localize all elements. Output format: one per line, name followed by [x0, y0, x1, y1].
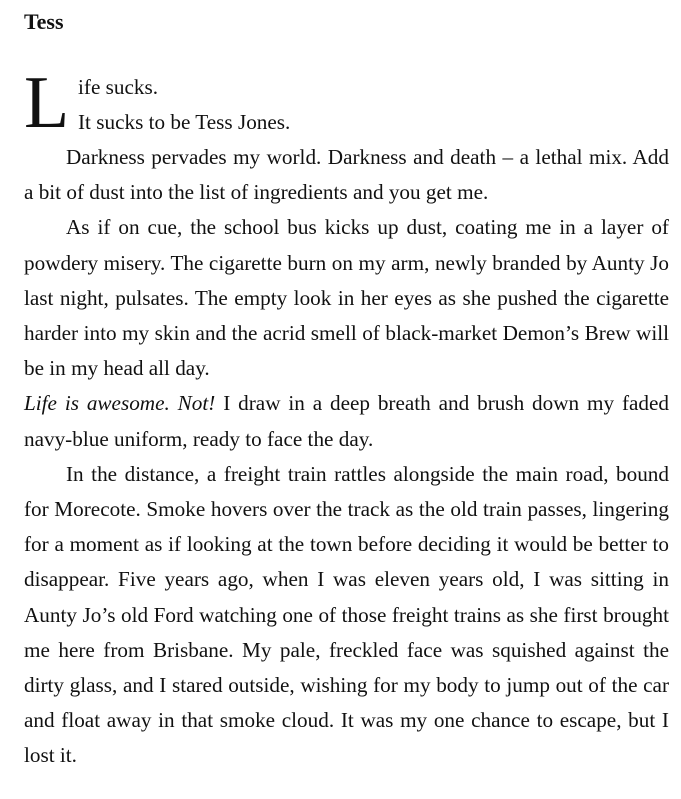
paragraph-1: Darkness pervades my world. Darkness and death – a lethal mix. Add a bit of dust into the list of ingredients and you get me.	[24, 145, 669, 205]
paragraph-2: As if on cue, the school bus kicks up dust, coating me in a layer of powdery misery. The cigarette burn on my arm, newly branded by Aunty Jo last night, pulsates. The empty look in her eyes as she pushed the cigarette harder into my skin and the acrid smell of black-market Demon’s Brew will be in my head all day.	[24, 215, 669, 381]
paragraph-4: In the distance, a freight train rattles alongside the main road, bound for Morecote. Smoke hovers over the track as the old train passes, lingering for a moment as if looking at the town before deciding it would be better to disappear. Five years ago, when I was eleven years old, I was sitting in Aunty Jo’s old Ford watching one of those freight trains as she first brought me here from Brisbane. My pale, freckled face was squished against the dirty glass, and I stared outside, wishing for my body to jump out of the car and float away in that smoke cloud. It was my one chance to escape, but I lost it.	[24, 461, 669, 768]
book-page	[24, 6, 669, 774]
opening-lines	[24, 62, 669, 144]
drop-cap: L	[24, 62, 70, 144]
opening-line-2: It sucks to be Tess Jones.	[78, 110, 291, 135]
opening-line-1: ife sucks.	[78, 75, 159, 99]
paragraph-3	[24, 386, 669, 456]
chapter-title: Tess	[24, 9, 64, 34]
paragraph-3-text: I draw in a deep breath and brush down my faded navy-blue uniform, ready to face the day.	[24, 391, 670, 451]
italic-phrase: Life is awesome. Not!	[24, 391, 216, 416]
